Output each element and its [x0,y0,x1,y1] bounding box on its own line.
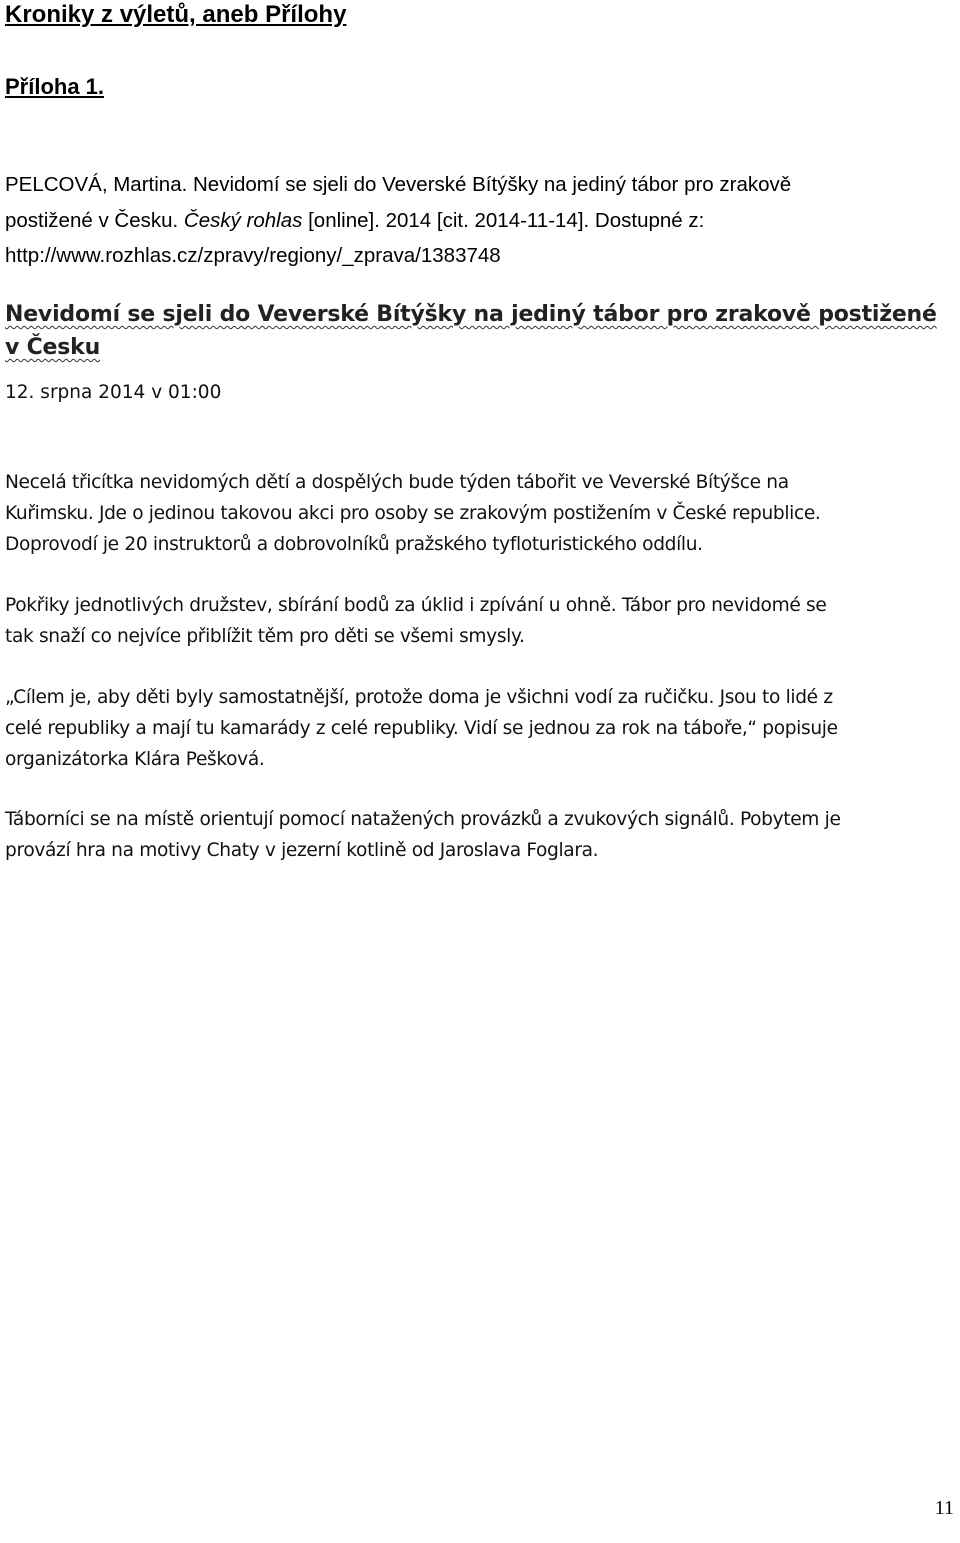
citation-text: postižené v Česku. [5,208,184,232]
paragraph-line: celé republiky a mají tu kamarády z celé republiky. Vidí se jednou za rok na táboře,“ popisuje [5,718,838,739]
paragraph-line: provází hra na motivy Chaty v jezerní kotlině od Jaroslava Foglara. [5,840,599,861]
article-paragraph [5,467,957,560]
citation-url: http://www.rozhlas.cz/zpravy/regiony/_zprava/1383748 [5,244,501,267]
article-paragraph [5,590,957,652]
citation-line-2 [5,203,955,239]
paragraph-line: „Cílem je, aby děti byly samostatnější, protože doma je všichni vodí za ručičku. Jsou to lidé z [5,687,833,708]
paragraph-line: organizátorka Klára Pešková. [5,749,265,770]
article-date: 12. srpna 2014 v 01:00 [5,382,222,403]
paragraph-line: Pokřiky jednotlivých družstev, sbírání bodů za úklid i zpívání u ohně. Tábor pro nevidomé se [5,595,827,616]
article-paragraph [5,682,957,775]
citation-text: [online]. 2014 [cit. 2014-11-14]. Dostupné z: [302,208,705,232]
paragraph-line: Kuřimsku. Jde o jedinou takovou akci pro osoby se zrakovým postižením v České republice. [5,503,821,524]
citation-source-title: Český rohlas [183,208,303,232]
article-title: Nevidomí se sjeli do Veverské Bítýšky na jediný tábor pro zrakově postižené v Česku [5,302,937,360]
appendix-label: Příloha 1. [5,74,105,99]
paragraph-line: tak snaží co nejvíce přiblížit těm pro děti se všemi smysly. [5,626,525,647]
paragraph-line: Doprovodí je 20 instruktorů a dobrovolníků pražského tyfloturistického oddílu. [5,534,703,555]
citation [5,167,955,274]
citation-line-1: PELCOVÁ, Martina. Nevidomí se sjeli do Veverské Bítýšky na jediný tábor pro zrakově [5,173,792,196]
paragraph-line: Táborníci se na místě orientují pomocí natažených provázků a zvukových signálů. Pobytem je [5,809,841,830]
page-heading: Kroniky z výletů, aneb Přílohy [5,1,347,28]
article-paragraph [5,804,957,866]
page-number: 11 [934,1497,954,1519]
paragraph-line: Necelá třicítka nevidomých dětí a dospělých bude týden tábořit ve Veverské Bítýšce na [5,472,789,493]
